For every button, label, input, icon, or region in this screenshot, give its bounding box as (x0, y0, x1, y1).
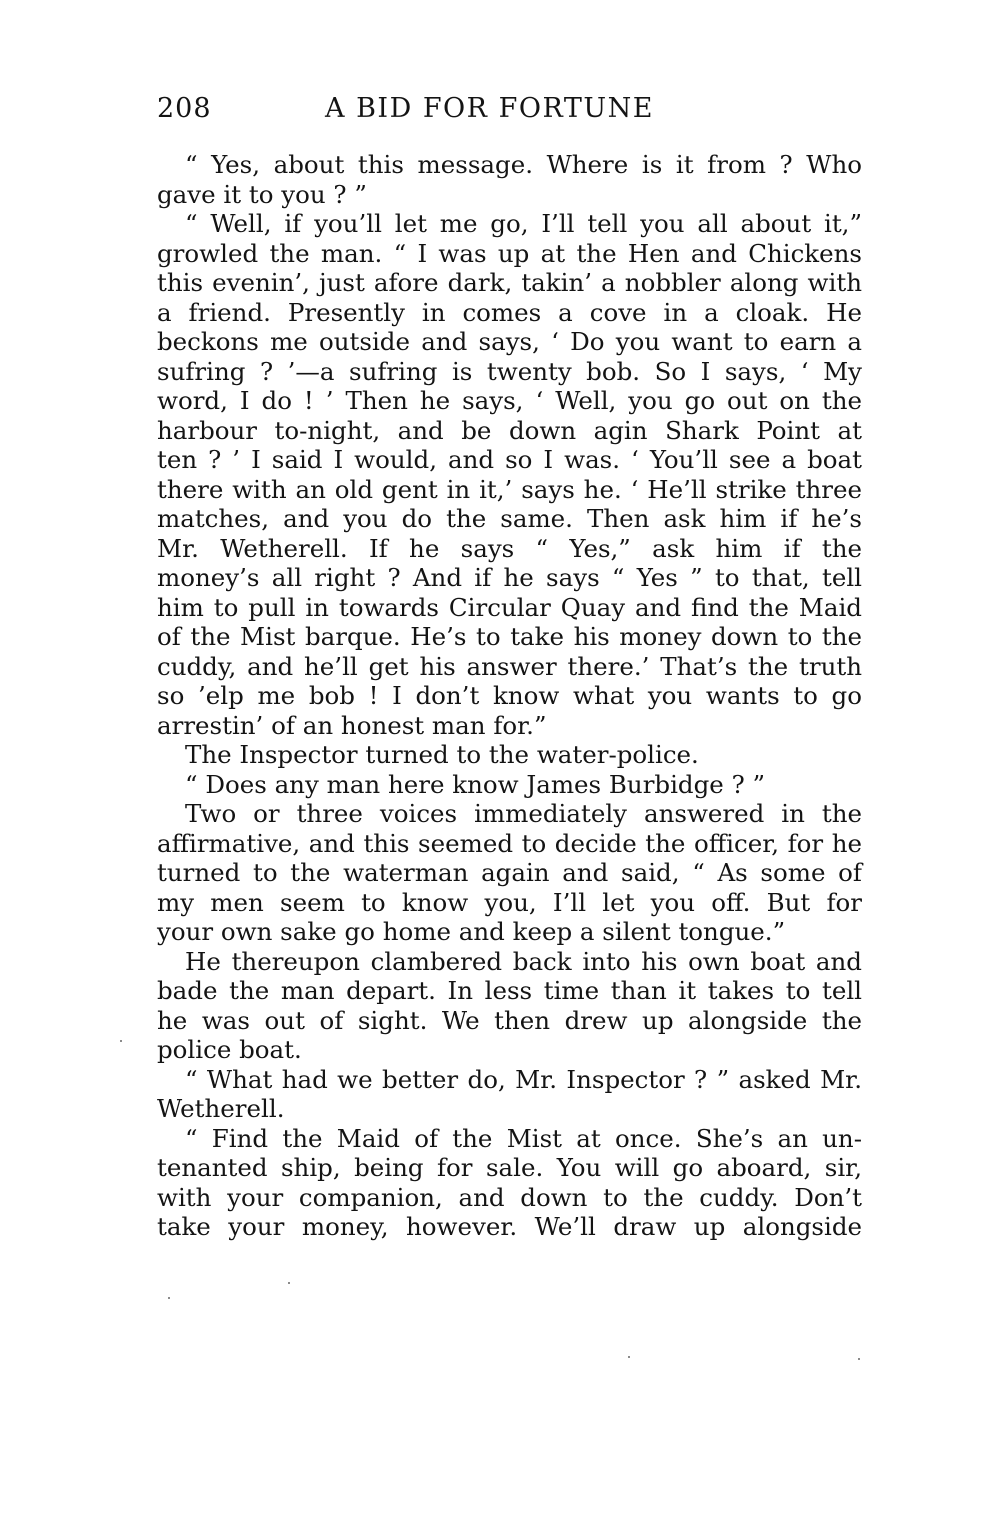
text-line: this evenin’, just afore dark, takin’ a nobbler along with (157, 268, 862, 297)
text-line: him to pull in towards Circular Quay and find the Maid (157, 592, 862, 622)
scan-speck (120, 1040, 122, 1042)
text-line: Mr. Wetherell. If he says “ Yes,” ask him if the (157, 533, 862, 563)
text-line: money’s all right ? And if he says “ Yes ” to that, tell (157, 563, 862, 592)
text-line: word, I do ! ’ Then he says, ‘ Well, you go out on the (157, 386, 862, 415)
scan-speck (168, 1297, 170, 1299)
text-line: Two or three voices immediately answered in the (185, 799, 862, 828)
text-line: growled the man. “ I was up at the Hen and Chickens (157, 238, 862, 268)
text-line: take your money, however. We’ll draw up alongside (157, 1212, 862, 1241)
text-line: he was out of sight. We then drew up alongside the (157, 1005, 862, 1035)
scan-speck (628, 1356, 630, 1358)
text-line: gave it to you ? ” (157, 179, 367, 209)
page-header (157, 93, 862, 129)
text-line: police boat. (157, 1035, 302, 1064)
text-line: “ Yes, about this message. Where is it from ? Who (185, 150, 862, 179)
text-line: there with an old gent in it,’ says he. ‘ He’ll strike three (157, 474, 862, 504)
body-text (157, 150, 862, 1242)
text-line: of the Mist barque. He’s to take his money down to the (157, 622, 862, 651)
text-line: He thereupon clambered back into his own boat and (185, 946, 862, 976)
text-line: turned to the waterman again and said, “ As some of (157, 858, 862, 887)
page-number: 208 (157, 93, 212, 124)
text-line: a friend. Presently in comes a cove in a cloak. He (157, 297, 862, 327)
scan-speck (858, 1358, 860, 1360)
text-line: “ Well, if you’ll let me go, I’ll tell you all about it,” (185, 209, 862, 238)
text-line: my men seem to know you, I’ll let you off. But for (157, 887, 862, 917)
text-line: so ’elp me bob ! I don’t know what you wants to go (157, 681, 862, 710)
text-line: “ Find the Maid of the Mist at once. She’s an un- (185, 1123, 862, 1153)
running-title: A BID FOR FORTUNE (325, 93, 654, 124)
text-line: bade the man depart. In less time than it takes to tell (157, 976, 862, 1005)
text-line: sufring ? ’—a sufring is twenty bob. So I says, ‘ My (157, 356, 862, 386)
text-line: beckons me outside and says, ‘ Do you want to earn a (157, 327, 862, 356)
text-line: “ Does any man here know James Burbidge ? ” (185, 769, 766, 799)
text-line: arrestin’ of an honest man for.” (157, 710, 547, 740)
text-line: your own sake go home and keep a silent tongue.” (157, 917, 786, 946)
text-line: tenanted ship, being for sale. You will go aboard, sir, (157, 1153, 862, 1182)
text-line: ten ? ’ I said I would, and so I was. ‘ You’ll see a boat (157, 445, 862, 474)
scan-speck (288, 1282, 290, 1284)
text-line: harbour to-night, and be down agin Shark Point at (157, 415, 862, 445)
text-line: Wetherell. (157, 1094, 285, 1123)
text-line: “ What had we better do, Mr. Inspector ? ” asked Mr. (185, 1064, 862, 1094)
text-line: cuddy, and he’ll get his answer there.’ That’s the truth (157, 651, 862, 681)
text-line: matches, and you do the same. Then ask him if he’s (157, 504, 862, 533)
text-line: The Inspector turned to the water-police. (185, 740, 699, 769)
text-line: affirmative, and this seemed to decide the officer, for he (157, 828, 862, 858)
text-line: with your companion, and down to the cuddy. Don’t (157, 1182, 862, 1212)
